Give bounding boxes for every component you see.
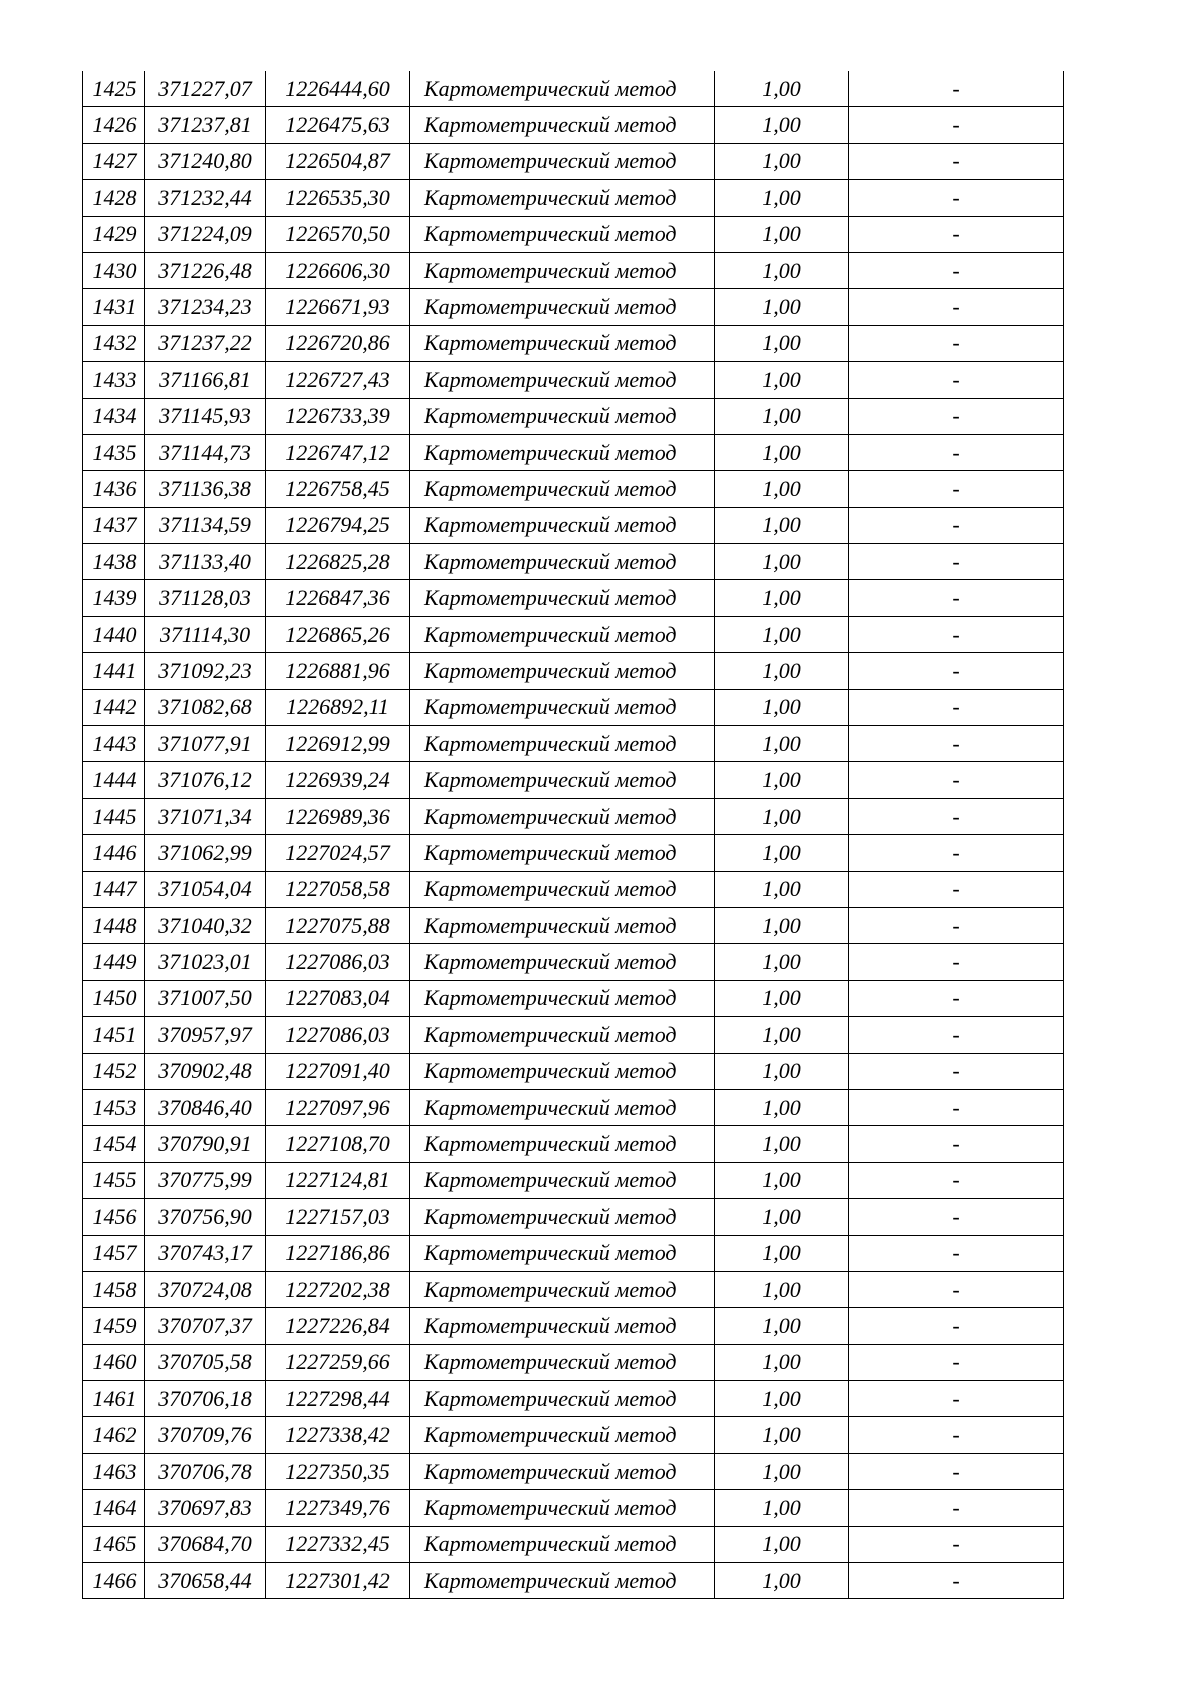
- table-row: [83, 1563, 1064, 1599]
- y-coordinate-cell: 1227226,84: [266, 1308, 410, 1344]
- description-cell: -: [849, 1308, 1064, 1344]
- y-coordinate-cell: 1226733,39: [266, 398, 410, 434]
- precision-cell: 1,00: [715, 1526, 849, 1562]
- table-row: [83, 1490, 1064, 1526]
- description-cell: -: [849, 1126, 1064, 1162]
- point-number-cell: 1438: [83, 544, 145, 580]
- x-coordinate-cell: 371114,30: [145, 616, 266, 652]
- precision-cell: 1,00: [715, 798, 849, 834]
- x-coordinate-cell: 371071,34: [145, 798, 266, 834]
- point-number-cell: 1454: [83, 1126, 145, 1162]
- x-coordinate-cell: 371240,80: [145, 143, 266, 179]
- point-number-cell: 1436: [83, 471, 145, 507]
- point-number-cell: 1462: [83, 1417, 145, 1453]
- x-coordinate-cell: 371145,93: [145, 398, 266, 434]
- point-number-cell: 1439: [83, 580, 145, 616]
- point-number-cell: 1451: [83, 1017, 145, 1053]
- description-cell: -: [849, 1089, 1064, 1125]
- y-coordinate-cell: 1227338,42: [266, 1417, 410, 1453]
- y-coordinate-cell: 1226504,87: [266, 143, 410, 179]
- table-row: [83, 1235, 1064, 1271]
- precision-cell: 1,00: [715, 689, 849, 725]
- description-cell: -: [849, 434, 1064, 470]
- precision-cell: 1,00: [715, 835, 849, 871]
- y-coordinate-cell: 1227350,35: [266, 1453, 410, 1489]
- precision-cell: 1,00: [715, 216, 849, 252]
- method-cell: Картометрический метод: [410, 980, 715, 1016]
- table-row: [83, 252, 1064, 288]
- method-cell: Картометрический метод: [410, 1453, 715, 1489]
- y-coordinate-cell: 1227024,57: [266, 835, 410, 871]
- point-number-cell: 1429: [83, 216, 145, 252]
- y-coordinate-cell: 1226444,60: [266, 71, 410, 107]
- point-number-cell: 1444: [83, 762, 145, 798]
- table-row: [83, 944, 1064, 980]
- precision-cell: 1,00: [715, 434, 849, 470]
- method-cell: Картометрический метод: [410, 1526, 715, 1562]
- precision-cell: 1,00: [715, 907, 849, 943]
- x-coordinate-cell: 371133,40: [145, 544, 266, 580]
- description-cell: -: [849, 616, 1064, 652]
- y-coordinate-cell: 1227202,38: [266, 1271, 410, 1307]
- x-coordinate-cell: 371007,50: [145, 980, 266, 1016]
- precision-cell: 1,00: [715, 1417, 849, 1453]
- x-coordinate-cell: 370706,18: [145, 1381, 266, 1417]
- point-number-cell: 1428: [83, 180, 145, 216]
- method-cell: Картометрический метод: [410, 471, 715, 507]
- method-cell: Картометрический метод: [410, 71, 715, 107]
- method-cell: Картометрический метод: [410, 216, 715, 252]
- description-cell: -: [849, 762, 1064, 798]
- precision-cell: 1,00: [715, 398, 849, 434]
- point-number-cell: 1464: [83, 1490, 145, 1526]
- precision-cell: 1,00: [715, 1490, 849, 1526]
- point-number-cell: 1456: [83, 1199, 145, 1235]
- x-coordinate-cell: 370707,37: [145, 1308, 266, 1344]
- description-cell: -: [849, 107, 1064, 143]
- point-number-cell: 1458: [83, 1271, 145, 1307]
- x-coordinate-cell: 371136,38: [145, 471, 266, 507]
- point-number-cell: 1463: [83, 1453, 145, 1489]
- point-number-cell: 1427: [83, 143, 145, 179]
- x-coordinate-cell: 371077,91: [145, 726, 266, 762]
- table-row: [83, 71, 1064, 107]
- x-coordinate-cell: 370705,58: [145, 1344, 266, 1380]
- table-row: [83, 1417, 1064, 1453]
- description-cell: -: [849, 507, 1064, 543]
- y-coordinate-cell: 1226535,30: [266, 180, 410, 216]
- point-number-cell: 1437: [83, 507, 145, 543]
- description-cell: -: [849, 1526, 1064, 1562]
- x-coordinate-cell: 371023,01: [145, 944, 266, 980]
- method-cell: Картометрический метод: [410, 580, 715, 616]
- table-row: [83, 580, 1064, 616]
- description-cell: -: [849, 362, 1064, 398]
- y-coordinate-cell: 1227301,42: [266, 1563, 410, 1599]
- x-coordinate-cell: 370709,76: [145, 1417, 266, 1453]
- method-cell: Картометрический метод: [410, 871, 715, 907]
- table-row: [83, 616, 1064, 652]
- x-coordinate-cell: 370790,91: [145, 1126, 266, 1162]
- y-coordinate-cell: 1226758,45: [266, 471, 410, 507]
- y-coordinate-cell: 1227186,86: [266, 1235, 410, 1271]
- description-cell: -: [849, 252, 1064, 288]
- point-number-cell: 1445: [83, 798, 145, 834]
- method-cell: Картометрический метод: [410, 325, 715, 361]
- precision-cell: 1,00: [715, 325, 849, 361]
- description-cell: -: [849, 980, 1064, 1016]
- description-cell: -: [849, 289, 1064, 325]
- table-row: [83, 798, 1064, 834]
- point-number-cell: 1425: [83, 71, 145, 107]
- y-coordinate-cell: 1226881,96: [266, 653, 410, 689]
- method-cell: Картометрический метод: [410, 1417, 715, 1453]
- y-coordinate-cell: 1226912,99: [266, 726, 410, 762]
- description-cell: -: [849, 325, 1064, 361]
- x-coordinate-cell: 370775,99: [145, 1162, 266, 1198]
- method-cell: Картометрический метод: [410, 289, 715, 325]
- method-cell: Картометрический метод: [410, 835, 715, 871]
- method-cell: Картометрический метод: [410, 653, 715, 689]
- table-row: [83, 653, 1064, 689]
- method-cell: Картометрический метод: [410, 362, 715, 398]
- description-cell: -: [849, 180, 1064, 216]
- table-row: [83, 1308, 1064, 1344]
- y-coordinate-cell: 1226727,43: [266, 362, 410, 398]
- method-cell: Картометрический метод: [410, 1490, 715, 1526]
- x-coordinate-cell: 370756,90: [145, 1199, 266, 1235]
- x-coordinate-cell: 371232,44: [145, 180, 266, 216]
- table-row: [83, 1199, 1064, 1235]
- description-cell: -: [849, 398, 1064, 434]
- precision-cell: 1,00: [715, 653, 849, 689]
- x-coordinate-cell: 371062,99: [145, 835, 266, 871]
- precision-cell: 1,00: [715, 1162, 849, 1198]
- description-cell: -: [849, 1162, 1064, 1198]
- table-row: [83, 1344, 1064, 1380]
- x-coordinate-cell: 370902,48: [145, 1053, 266, 1089]
- x-coordinate-cell: 371082,68: [145, 689, 266, 725]
- table-row: [83, 1053, 1064, 1089]
- table-row: [83, 689, 1064, 725]
- x-coordinate-cell: 370658,44: [145, 1563, 266, 1599]
- x-coordinate-cell: 371076,12: [145, 762, 266, 798]
- method-cell: Картометрический метод: [410, 1308, 715, 1344]
- method-cell: Картометрический метод: [410, 252, 715, 288]
- precision-cell: 1,00: [715, 1199, 849, 1235]
- y-coordinate-cell: 1227091,40: [266, 1053, 410, 1089]
- method-cell: Картометрический метод: [410, 762, 715, 798]
- x-coordinate-cell: 371226,48: [145, 252, 266, 288]
- point-number-cell: 1453: [83, 1089, 145, 1125]
- precision-cell: 1,00: [715, 1308, 849, 1344]
- method-cell: Картометрический метод: [410, 1053, 715, 1089]
- point-number-cell: 1443: [83, 726, 145, 762]
- table-row: [83, 1126, 1064, 1162]
- precision-cell: 1,00: [715, 1017, 849, 1053]
- method-cell: Картометрический метод: [410, 726, 715, 762]
- method-cell: Картометрический метод: [410, 1235, 715, 1271]
- point-number-cell: 1448: [83, 907, 145, 943]
- table-row: [83, 980, 1064, 1016]
- description-cell: -: [849, 653, 1064, 689]
- method-cell: Картометрический метод: [410, 507, 715, 543]
- description-cell: -: [849, 726, 1064, 762]
- method-cell: Картометрический метод: [410, 180, 715, 216]
- table-row: [83, 216, 1064, 252]
- description-cell: -: [849, 835, 1064, 871]
- x-coordinate-cell: 371092,23: [145, 653, 266, 689]
- precision-cell: 1,00: [715, 1381, 849, 1417]
- method-cell: Картометрический метод: [410, 1199, 715, 1235]
- method-cell: Картометрический метод: [410, 798, 715, 834]
- table-row: [83, 289, 1064, 325]
- point-number-cell: 1461: [83, 1381, 145, 1417]
- description-cell: -: [849, 1199, 1064, 1235]
- x-coordinate-cell: 371040,32: [145, 907, 266, 943]
- point-number-cell: 1455: [83, 1162, 145, 1198]
- precision-cell: 1,00: [715, 762, 849, 798]
- description-cell: -: [849, 471, 1064, 507]
- precision-cell: 1,00: [715, 616, 849, 652]
- method-cell: Картометрический метод: [410, 689, 715, 725]
- precision-cell: 1,00: [715, 726, 849, 762]
- y-coordinate-cell: 1226794,25: [266, 507, 410, 543]
- description-cell: -: [849, 1453, 1064, 1489]
- y-coordinate-cell: 1226720,86: [266, 325, 410, 361]
- coordinates-table: [82, 71, 1064, 1599]
- y-coordinate-cell: 1226671,93: [266, 289, 410, 325]
- point-number-cell: 1431: [83, 289, 145, 325]
- table-row: [83, 1381, 1064, 1417]
- y-coordinate-cell: 1226606,30: [266, 252, 410, 288]
- y-coordinate-cell: 1227097,96: [266, 1089, 410, 1125]
- point-number-cell: 1426: [83, 107, 145, 143]
- method-cell: Картометрический метод: [410, 1162, 715, 1198]
- y-coordinate-cell: 1227086,03: [266, 1017, 410, 1053]
- description-cell: -: [849, 871, 1064, 907]
- precision-cell: 1,00: [715, 1235, 849, 1271]
- y-coordinate-cell: 1226475,63: [266, 107, 410, 143]
- method-cell: Картометрический метод: [410, 907, 715, 943]
- table-row: [83, 362, 1064, 398]
- precision-cell: 1,00: [715, 507, 849, 543]
- method-cell: Картометрический метод: [410, 1344, 715, 1380]
- y-coordinate-cell: 1227083,04: [266, 980, 410, 1016]
- precision-cell: 1,00: [715, 1053, 849, 1089]
- precision-cell: 1,00: [715, 180, 849, 216]
- precision-cell: 1,00: [715, 544, 849, 580]
- method-cell: Картометрический метод: [410, 544, 715, 580]
- method-cell: Картометрический метод: [410, 1271, 715, 1307]
- method-cell: Картометрический метод: [410, 944, 715, 980]
- point-number-cell: 1447: [83, 871, 145, 907]
- precision-cell: 1,00: [715, 107, 849, 143]
- point-number-cell: 1466: [83, 1563, 145, 1599]
- y-coordinate-cell: 1227058,58: [266, 871, 410, 907]
- precision-cell: 1,00: [715, 143, 849, 179]
- precision-cell: 1,00: [715, 362, 849, 398]
- method-cell: Картометрический метод: [410, 107, 715, 143]
- y-coordinate-cell: 1227298,44: [266, 1381, 410, 1417]
- precision-cell: 1,00: [715, 580, 849, 616]
- precision-cell: 1,00: [715, 1563, 849, 1599]
- x-coordinate-cell: 370724,08: [145, 1271, 266, 1307]
- y-coordinate-cell: 1226847,36: [266, 580, 410, 616]
- y-coordinate-cell: 1227349,76: [266, 1490, 410, 1526]
- description-cell: -: [849, 1235, 1064, 1271]
- x-coordinate-cell: 371054,04: [145, 871, 266, 907]
- x-coordinate-cell: 371224,09: [145, 216, 266, 252]
- description-cell: -: [849, 944, 1064, 980]
- description-cell: -: [849, 216, 1064, 252]
- description-cell: -: [849, 143, 1064, 179]
- y-coordinate-cell: 1226747,12: [266, 434, 410, 470]
- description-cell: -: [849, 798, 1064, 834]
- precision-cell: 1,00: [715, 980, 849, 1016]
- description-cell: -: [849, 1417, 1064, 1453]
- point-number-cell: 1430: [83, 252, 145, 288]
- description-cell: -: [849, 1490, 1064, 1526]
- method-cell: Картометрический метод: [410, 616, 715, 652]
- description-cell: -: [849, 1381, 1064, 1417]
- description-cell: -: [849, 907, 1064, 943]
- x-coordinate-cell: 371234,23: [145, 289, 266, 325]
- x-coordinate-cell: 371227,07: [145, 71, 266, 107]
- point-number-cell: 1434: [83, 398, 145, 434]
- precision-cell: 1,00: [715, 1344, 849, 1380]
- point-number-cell: 1457: [83, 1235, 145, 1271]
- y-coordinate-cell: 1226892,11: [266, 689, 410, 725]
- y-coordinate-cell: 1226989,36: [266, 798, 410, 834]
- y-coordinate-cell: 1227075,88: [266, 907, 410, 943]
- point-number-cell: 1452: [83, 1053, 145, 1089]
- point-number-cell: 1460: [83, 1344, 145, 1380]
- table-row: [83, 434, 1064, 470]
- point-number-cell: 1449: [83, 944, 145, 980]
- point-number-cell: 1465: [83, 1526, 145, 1562]
- point-number-cell: 1442: [83, 689, 145, 725]
- point-number-cell: 1441: [83, 653, 145, 689]
- y-coordinate-cell: 1226570,50: [266, 216, 410, 252]
- x-coordinate-cell: 371128,03: [145, 580, 266, 616]
- method-cell: Картометрический метод: [410, 1563, 715, 1599]
- x-coordinate-cell: 371166,81: [145, 362, 266, 398]
- table-row: [83, 871, 1064, 907]
- point-number-cell: 1459: [83, 1308, 145, 1344]
- method-cell: Картометрический метод: [410, 434, 715, 470]
- table-row: [83, 143, 1064, 179]
- coordinates-table-body: [83, 71, 1064, 1599]
- description-cell: -: [849, 1271, 1064, 1307]
- precision-cell: 1,00: [715, 1271, 849, 1307]
- method-cell: Картометрический метод: [410, 1089, 715, 1125]
- precision-cell: 1,00: [715, 471, 849, 507]
- x-coordinate-cell: 370846,40: [145, 1089, 266, 1125]
- y-coordinate-cell: 1226865,26: [266, 616, 410, 652]
- table-row: [83, 1017, 1064, 1053]
- precision-cell: 1,00: [715, 871, 849, 907]
- x-coordinate-cell: 370697,83: [145, 1490, 266, 1526]
- table-row: [83, 1453, 1064, 1489]
- coordinates-table-container: [82, 71, 1064, 1599]
- method-cell: Картометрический метод: [410, 1381, 715, 1417]
- description-cell: -: [849, 1344, 1064, 1380]
- precision-cell: 1,00: [715, 252, 849, 288]
- table-row: [83, 1271, 1064, 1307]
- y-coordinate-cell: 1227332,45: [266, 1526, 410, 1562]
- table-row: [83, 325, 1064, 361]
- y-coordinate-cell: 1227108,70: [266, 1126, 410, 1162]
- y-coordinate-cell: 1226939,24: [266, 762, 410, 798]
- x-coordinate-cell: 370706,78: [145, 1453, 266, 1489]
- table-row: [83, 107, 1064, 143]
- description-cell: -: [849, 71, 1064, 107]
- point-number-cell: 1435: [83, 434, 145, 470]
- x-coordinate-cell: 371134,59: [145, 507, 266, 543]
- precision-cell: 1,00: [715, 289, 849, 325]
- table-row: [83, 398, 1064, 434]
- x-coordinate-cell: 370684,70: [145, 1526, 266, 1562]
- description-cell: -: [849, 1053, 1064, 1089]
- table-row: [83, 1162, 1064, 1198]
- description-cell: -: [849, 1563, 1064, 1599]
- precision-cell: 1,00: [715, 71, 849, 107]
- table-row: [83, 180, 1064, 216]
- y-coordinate-cell: 1227157,03: [266, 1199, 410, 1235]
- precision-cell: 1,00: [715, 1089, 849, 1125]
- y-coordinate-cell: 1227086,03: [266, 944, 410, 980]
- x-coordinate-cell: 371144,73: [145, 434, 266, 470]
- y-coordinate-cell: 1227259,66: [266, 1344, 410, 1380]
- description-cell: -: [849, 1017, 1064, 1053]
- x-coordinate-cell: 370957,97: [145, 1017, 266, 1053]
- table-row: [83, 1526, 1064, 1562]
- description-cell: -: [849, 689, 1064, 725]
- table-row: [83, 507, 1064, 543]
- x-coordinate-cell: 370743,17: [145, 1235, 266, 1271]
- table-row: [83, 835, 1064, 871]
- x-coordinate-cell: 371237,81: [145, 107, 266, 143]
- point-number-cell: 1450: [83, 980, 145, 1016]
- table-row: [83, 544, 1064, 580]
- x-coordinate-cell: 371237,22: [145, 325, 266, 361]
- table-row: [83, 471, 1064, 507]
- point-number-cell: 1440: [83, 616, 145, 652]
- table-row: [83, 1089, 1064, 1125]
- table-row: [83, 907, 1064, 943]
- table-row: [83, 762, 1064, 798]
- method-cell: Картометрический метод: [410, 143, 715, 179]
- y-coordinate-cell: 1227124,81: [266, 1162, 410, 1198]
- method-cell: Картометрический метод: [410, 1126, 715, 1162]
- description-cell: -: [849, 544, 1064, 580]
- method-cell: Картометрический метод: [410, 1017, 715, 1053]
- precision-cell: 1,00: [715, 1126, 849, 1162]
- point-number-cell: 1446: [83, 835, 145, 871]
- table-row: [83, 726, 1064, 762]
- method-cell: Картометрический метод: [410, 398, 715, 434]
- precision-cell: 1,00: [715, 1453, 849, 1489]
- y-coordinate-cell: 1226825,28: [266, 544, 410, 580]
- precision-cell: 1,00: [715, 944, 849, 980]
- point-number-cell: 1432: [83, 325, 145, 361]
- description-cell: -: [849, 580, 1064, 616]
- point-number-cell: 1433: [83, 362, 145, 398]
